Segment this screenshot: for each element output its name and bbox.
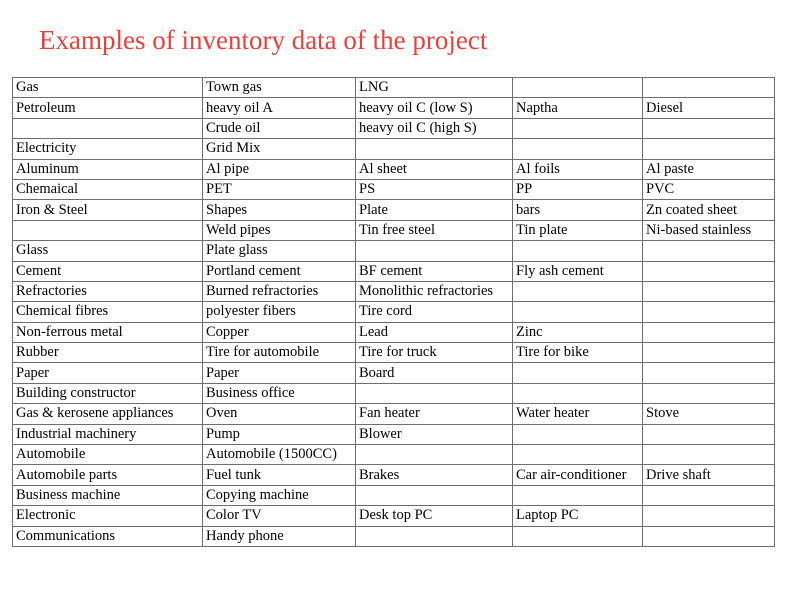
item-cell	[643, 139, 775, 159]
item-cell: polyester fibers	[203, 302, 356, 322]
item-cell: PVC	[643, 179, 775, 199]
table-row	[13, 139, 775, 159]
item-cell: Oven	[203, 404, 356, 424]
item-cell: Stove	[643, 404, 775, 424]
item-cell	[643, 322, 775, 342]
table-row	[13, 526, 775, 546]
item-cell	[356, 526, 513, 546]
item-cell	[643, 383, 775, 403]
item-cell: heavy oil C (high S)	[356, 118, 513, 138]
item-cell: Tin plate	[513, 220, 643, 240]
item-cell: Tin free steel	[356, 220, 513, 240]
category-cell: Aluminum	[13, 159, 203, 179]
item-cell	[513, 383, 643, 403]
item-cell: Paper	[203, 363, 356, 383]
category-cell: Automobile	[13, 445, 203, 465]
item-cell	[643, 485, 775, 505]
item-cell: Brakes	[356, 465, 513, 485]
category-cell	[13, 220, 203, 240]
category-cell	[13, 118, 203, 138]
item-cell	[643, 363, 775, 383]
item-cell	[643, 343, 775, 363]
table-row	[13, 465, 775, 485]
category-cell: Iron & Steel	[13, 200, 203, 220]
table-row	[13, 179, 775, 199]
table-row	[13, 159, 775, 179]
item-cell: Diesel	[643, 98, 775, 118]
item-cell: Al foils	[513, 159, 643, 179]
item-cell	[513, 281, 643, 301]
category-cell: Cement	[13, 261, 203, 281]
category-cell: Electronic	[13, 506, 203, 526]
item-cell: Tire for truck	[356, 343, 513, 363]
table-row	[13, 445, 775, 465]
item-cell	[513, 445, 643, 465]
item-cell: Lead	[356, 322, 513, 342]
table-row	[13, 363, 775, 383]
item-cell	[643, 261, 775, 281]
item-cell: Fly ash cement	[513, 261, 643, 281]
item-cell	[643, 526, 775, 546]
item-cell: LNG	[356, 78, 513, 98]
inventory-table	[12, 77, 775, 547]
item-cell: Tire for bike	[513, 343, 643, 363]
table-row	[13, 281, 775, 301]
item-cell: Crude oil	[203, 118, 356, 138]
table-row	[13, 118, 775, 138]
item-cell: Handy phone	[203, 526, 356, 546]
item-cell	[643, 506, 775, 526]
item-cell: Monolithic refractories	[356, 281, 513, 301]
item-cell: Copying machine	[203, 485, 356, 505]
table-row	[13, 98, 775, 118]
table-row	[13, 485, 775, 505]
table-row	[13, 241, 775, 261]
item-cell	[513, 139, 643, 159]
category-cell: Non-ferrous metal	[13, 322, 203, 342]
table-row	[13, 261, 775, 281]
category-cell: Glass	[13, 241, 203, 261]
item-cell	[513, 424, 643, 444]
category-cell: Paper	[13, 363, 203, 383]
table-row	[13, 220, 775, 240]
category-cell: Gas	[13, 78, 203, 98]
item-cell: Naptha	[513, 98, 643, 118]
item-cell: Plate	[356, 200, 513, 220]
item-cell: Town gas	[203, 78, 356, 98]
item-cell: Blower	[356, 424, 513, 444]
table-row	[13, 78, 775, 98]
item-cell: PS	[356, 179, 513, 199]
item-cell: Business office	[203, 383, 356, 403]
item-cell	[513, 78, 643, 98]
item-cell: Fuel tunk	[203, 465, 356, 485]
item-cell: PET	[203, 179, 356, 199]
category-cell: Refractories	[13, 281, 203, 301]
category-cell: Business machine	[13, 485, 203, 505]
table-row	[13, 404, 775, 424]
item-cell: Tire for automobile	[203, 343, 356, 363]
item-cell	[513, 526, 643, 546]
item-cell	[513, 302, 643, 322]
item-cell	[643, 445, 775, 465]
item-cell	[643, 281, 775, 301]
item-cell: Desk top PC	[356, 506, 513, 526]
item-cell	[356, 445, 513, 465]
item-cell: Board	[356, 363, 513, 383]
item-cell: Tire cord	[356, 302, 513, 322]
category-cell: Chemaical	[13, 179, 203, 199]
item-cell	[513, 485, 643, 505]
item-cell: Fan heater	[356, 404, 513, 424]
item-cell	[356, 139, 513, 159]
table-row	[13, 200, 775, 220]
item-cell: Zinc	[513, 322, 643, 342]
category-cell: Chemical fibres	[13, 302, 203, 322]
item-cell	[643, 302, 775, 322]
category-cell: Automobile parts	[13, 465, 203, 485]
item-cell: Al paste	[643, 159, 775, 179]
table-row	[13, 322, 775, 342]
item-cell: Color TV	[203, 506, 356, 526]
item-cell: Shapes	[203, 200, 356, 220]
item-cell: Plate glass	[203, 241, 356, 261]
item-cell: Copper	[203, 322, 356, 342]
category-cell: Electricity	[13, 139, 203, 159]
item-cell: Al sheet	[356, 159, 513, 179]
item-cell	[513, 241, 643, 261]
category-cell: Communications	[13, 526, 203, 546]
item-cell: Pump	[203, 424, 356, 444]
category-cell: Rubber	[13, 343, 203, 363]
item-cell: Grid Mix	[203, 139, 356, 159]
item-cell	[356, 241, 513, 261]
item-cell: Burned refractories	[203, 281, 356, 301]
item-cell	[356, 485, 513, 505]
item-cell: Car air-conditioner	[513, 465, 643, 485]
item-cell	[643, 78, 775, 98]
item-cell: Laptop PC	[513, 506, 643, 526]
table-row	[13, 343, 775, 363]
item-cell: Weld pipes	[203, 220, 356, 240]
category-cell: Building constructor	[13, 383, 203, 403]
item-cell: bars	[513, 200, 643, 220]
item-cell: Portland cement	[203, 261, 356, 281]
table-row	[13, 506, 775, 526]
page-title: Examples of inventory data of the project	[39, 25, 488, 55]
item-cell: Al pipe	[203, 159, 356, 179]
item-cell: BF cement	[356, 261, 513, 281]
table-row	[13, 302, 775, 322]
item-cell	[643, 424, 775, 444]
item-cell: Water heater	[513, 404, 643, 424]
category-cell: Gas & kerosene appliances	[13, 404, 203, 424]
item-cell: Zn coated sheet	[643, 200, 775, 220]
item-cell	[356, 383, 513, 403]
item-cell: Automobile (1500CC)	[203, 445, 356, 465]
item-cell: heavy oil A	[203, 98, 356, 118]
item-cell	[513, 118, 643, 138]
item-cell: PP	[513, 179, 643, 199]
category-cell: Industrial machinery	[13, 424, 203, 444]
table-row	[13, 383, 775, 403]
item-cell: heavy oil C (low S)	[356, 98, 513, 118]
item-cell: Ni-based stainless	[643, 220, 775, 240]
category-cell: Petroleum	[13, 98, 203, 118]
table-row	[13, 424, 775, 444]
item-cell: Drive shaft	[643, 465, 775, 485]
item-cell	[513, 363, 643, 383]
item-cell	[643, 241, 775, 261]
inventory-table-body	[13, 78, 775, 547]
item-cell	[643, 118, 775, 138]
